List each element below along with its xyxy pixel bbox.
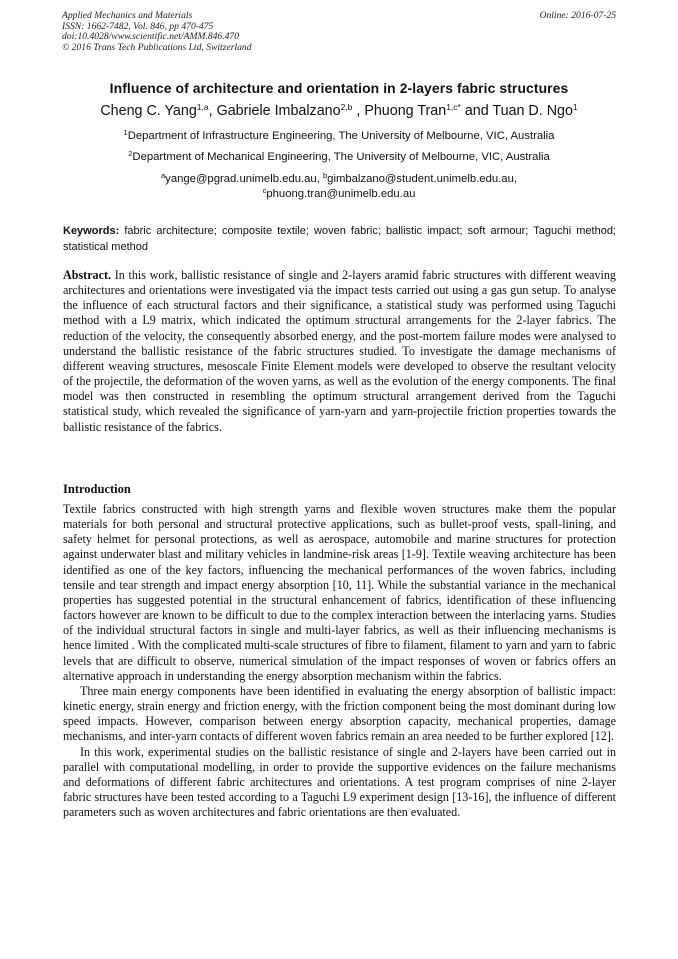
email-text: yange@pgrad.unimelb.edu.au, [165,173,323,185]
abstract-label: Abstract. [63,268,112,282]
email-line-1 [30,172,648,186]
email-sup: b [322,171,328,180]
affiliation-1 [30,129,648,143]
introduction-body [63,502,616,820]
keywords-label: Keywords: [63,225,120,237]
online-date: Online: 2016-07-25 [539,10,616,21]
email-line-2 [30,187,648,201]
affiliation-sup: 2 [128,149,133,158]
author-separator: , [352,103,365,119]
email-sup: c [262,186,267,195]
intro-paragraph: Textile fabrics constructed with high strength yarns and flexible woven structures make them the popular materials for both personal and structural protective applications, such as bullet-proof vests, spall-lining, and safety helmet for personal protections, as well as aerospace, automobile and marine structures for protection against underwater blast and military vehicles in landmine-risk areas [1-9]. Textile weaving architecture has been identified as one of the key factors, influencing the mechanical performances of the woven fabrics, including tensile and tear strength and impact energy absorption [10, 11]. While the substantial variance in the mechanical properties has suggested potential in the structural enhancement of fabrics, identification of these influencing factors however are known to be difficult to due to the complex interaction between the interlacing yarns. Studies of the individual structural factors in single and multi-layer fabrics, as well as their influencing mechanisms is hence limited . With the complicated multi-scale structures of fibre to filament, filament to yarn and yarn to fabric levels that are difficult to observe, numerical simulation of the impact responses of woven or fabrics offers an alternative approach in understanding the energy absorption mechanism within the fabrics. [63,502,616,683]
author-separator: and [460,103,493,119]
author-sup: 2,b [340,102,353,112]
author-name: Tuan D. Ngo [492,103,573,119]
author-sup: 1,c* [446,102,461,112]
abstract [63,268,616,435]
issn-line: ISSN: 1662-7482, Vol. 846, pp 470-475 [62,20,214,32]
paper-title: Influence of architecture and orientation in 2-layers fabric structures [109,80,569,96]
author-sup: 1,a [196,102,209,112]
doi-line: doi:10.4028/www.scientific.net/AMM.846.470 [62,31,240,42]
affiliation-sup: 1 [123,128,128,137]
keywords-text: fabric architecture; composite textile; woven fabric; ballistic impact; soft armour; Taguchi method; statistical method [63,225,616,253]
copyright-line: © 2016 Trans Tech Publications Ltd, Switzerland [62,41,252,53]
abstract-text: In this work, ballistic resistance of single and 2-layers aramid fabric structures with different weaving architectures and orientations were investigated via the impact tests carried out using a gas gun setup. To analyse the influence of each structural factors and their significance, a statistical study was performed using Taguchi method with a L9 matrix, which indicated the optimum structural arrangements for the 2-layer fabrics. The reduction of the velocity, the consequently absorbed energy, and the post-mortem failure modes were analysed to understand the ballistic resistance of the fabric structures studied. To investigate the damage mechanisms of different weaving structures, mesoscale Finite Element models were developed to observe the resultant velocity of the projectile, the deformation of the woven yarns, as well as the evolution of the energy components. The final model was then constructed in resembling the optimum structural arrangement derived from the Taguchi statistical study, which revealed the significance of yarn-yarn and yarn-projectile friction properties towards the ballistic resistance of the fabrics. [63,268,616,434]
journal-name: Applied Mechanics and Materials [62,10,193,21]
email-text: gimbalzano@student.unimelb.edu.au, [327,173,517,185]
email-text: phuong.tran@unimelb.edu.au [266,188,416,200]
author-sup: 1 [572,102,578,112]
intro-paragraph: Three main energy components have been identified in evaluating the energy absorption of ballistic impact: kinetic energy, strain energy and friction energy, with the friction component being the most dominant during low speed impacts. However, comparison between energy absorption capacity, mechanical properties, damage mechanisms, and inter-yarn contacts of different woven fabrics remain an area needed to be further explored [12]. [63,683,616,744]
email-sup: a [161,171,166,180]
intro-paragraph: In this work, experimental studies on the ballistic resistance of single and 2-layers have been carried out in parallel with computational modelling, in order to provide the supportive evidences on the failure mechanisms and deformations of different fabric architectures and orientations. A test program comprises of nine 2-layer fabric structures have been tested according to a Taguchi L9 experiment design [13-16], the influence of different parameters such as woven architectures and fabric orientations are then evaluated. [63,744,616,820]
author-separator: , [208,103,217,119]
keywords [63,224,616,255]
author-name: Phuong Tran [364,103,447,119]
author-name: Cheng C. Yang [100,103,197,119]
author-list [30,103,648,119]
section-heading-introduction: Introduction [63,482,131,496]
affiliation-text: Department of Mechanical Engineering, The University of Melbourne, VIC, Australia [132,151,550,163]
journal-header [62,11,616,53]
affiliation-text: Department of Infrastructure Engineering, The University of Melbourne, VIC, Australia [127,130,555,142]
affiliation-2 [30,150,648,164]
author-name: Gabriele Imbalzano [216,103,341,119]
